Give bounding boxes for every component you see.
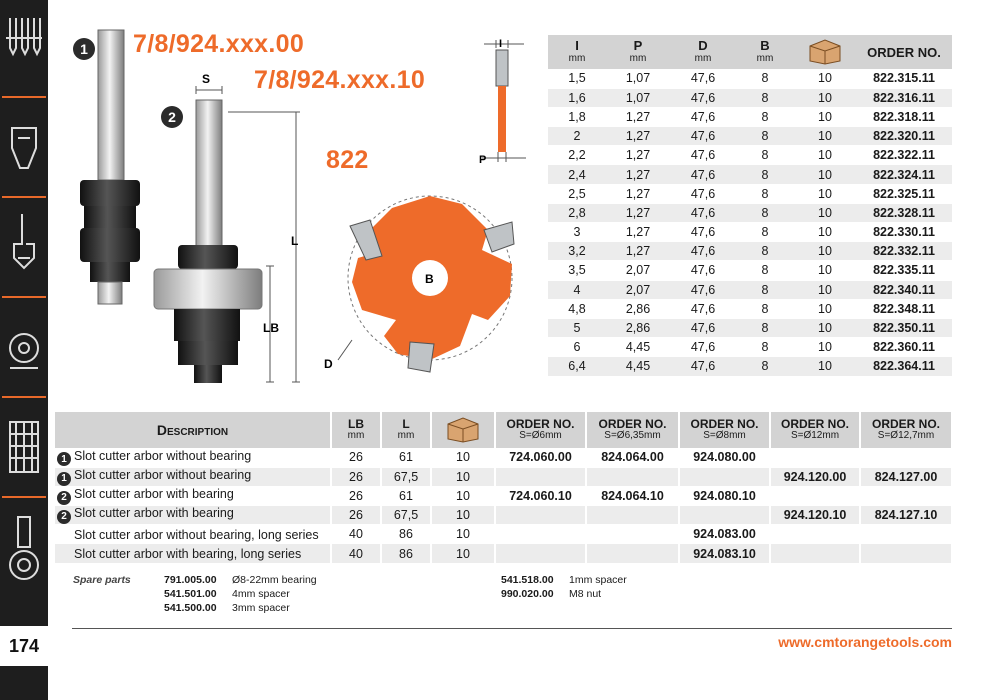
spec-cell: 1,6	[548, 88, 606, 107]
spec-cell: 8	[736, 69, 794, 88]
qty-cell: 10	[431, 448, 495, 467]
desc-header-order-12mm: ORDER NO. S=Ø12mm	[770, 412, 860, 448]
order-number-cell	[586, 525, 679, 544]
spec-cell: 2,07	[606, 261, 670, 280]
l-cell: 61	[381, 486, 431, 505]
bore-label-b: B	[425, 272, 434, 286]
drill-bit-icon[interactable]	[2, 100, 46, 198]
spec-cell: 1,27	[606, 203, 670, 222]
arbor-row	[55, 525, 952, 544]
order-number-cell	[770, 544, 860, 563]
spec-row	[548, 299, 952, 318]
product-code-1: 7/8/924.xxx.00	[133, 30, 305, 58]
desc-header-l: L mm	[381, 412, 431, 448]
order-number-cell: 924.080.10	[679, 486, 770, 505]
order-number-cell	[586, 506, 679, 525]
spare-part-code: 791.005.00	[164, 574, 217, 586]
spec-cell: 47,6	[670, 69, 736, 88]
cutter-spec-table	[548, 35, 952, 377]
spec-row	[548, 203, 952, 222]
qty-cell: 10	[431, 525, 495, 544]
order-number-cell	[495, 525, 586, 544]
arbor-row	[55, 467, 952, 486]
dim-label-lb: LB	[263, 321, 279, 335]
spec-cell: 4,45	[606, 357, 670, 376]
l-cell: 67,5	[381, 506, 431, 525]
description-cell	[55, 467, 331, 486]
spec-cell: 8	[736, 165, 794, 184]
dim-label-p: P	[479, 154, 487, 166]
order-number-cell	[770, 448, 860, 467]
spec-cell: 4,8	[548, 299, 606, 318]
spec-cell: 1,27	[606, 165, 670, 184]
order-number-cell	[586, 467, 679, 486]
spec-cell: 47,6	[670, 318, 736, 337]
box-icon	[808, 37, 842, 65]
spec-cell: 47,6	[670, 357, 736, 376]
spec-cell: 1,27	[606, 107, 670, 126]
spare-part-desc: Ø8-22mm bearing	[232, 574, 317, 586]
spec-cell: 2,2	[548, 146, 606, 165]
l-cell: 86	[381, 544, 431, 563]
spec-header-i: I mm	[548, 35, 606, 69]
spec-cell: 8	[736, 357, 794, 376]
order-number-cell: 822.335.11	[856, 261, 952, 280]
spec-cell: 47,6	[670, 107, 736, 126]
spec-cell: 1,27	[606, 223, 670, 242]
order-number-cell	[860, 448, 952, 467]
marker-badge: 2	[57, 510, 71, 524]
order-number-cell: 822.320.11	[856, 127, 952, 146]
spare-part-code: 541.518.00	[501, 574, 554, 586]
description-cell	[55, 486, 331, 505]
spec-header-b: B mm	[736, 35, 794, 69]
spec-cell: 47,6	[670, 146, 736, 165]
desc-header-order-635mm: ORDER NO. S=Ø6,35mm	[586, 412, 679, 448]
spec-cell: 8	[736, 242, 794, 261]
spec-cell: 8	[736, 203, 794, 222]
spec-cell: 8	[736, 318, 794, 337]
spec-cell: 8	[736, 107, 794, 126]
dim-label-s: S	[202, 72, 211, 86]
spec-row	[548, 127, 952, 146]
website-link[interactable]: www.cmtorangetools.com	[778, 634, 952, 650]
spare-part-desc: M8 nut	[569, 588, 602, 600]
spec-cell: 1,27	[606, 184, 670, 203]
order-number-cell	[495, 467, 586, 486]
spec-cell: 1,07	[606, 69, 670, 88]
spec-row	[548, 318, 952, 337]
order-number-cell: 822.364.11	[856, 357, 952, 376]
arbor-row	[55, 544, 952, 563]
spec-cell: 10	[794, 338, 856, 357]
spec-cell: 3	[548, 223, 606, 242]
order-number-cell	[860, 544, 952, 563]
spec-cell: 8	[736, 146, 794, 165]
order-number-cell	[495, 544, 586, 563]
spec-cell: 10	[794, 184, 856, 203]
order-number-cell	[586, 544, 679, 563]
spec-cell: 1,27	[606, 242, 670, 261]
spec-cell: 6	[548, 338, 606, 357]
description-text: Slot cutter arbor with bearing, long series	[74, 547, 302, 562]
spec-header-p: P mm	[606, 35, 670, 69]
spec-cell: 10	[794, 357, 856, 376]
description-cell	[55, 506, 331, 525]
spec-cell: 47,6	[670, 165, 736, 184]
spec-header-order: ORDER NO.	[856, 35, 952, 69]
spec-row	[548, 165, 952, 184]
footer-divider	[72, 628, 952, 629]
spec-row	[548, 357, 952, 376]
order-number-cell: 822.322.11	[856, 146, 952, 165]
page-number: 174	[0, 626, 48, 666]
spec-header-d: D mm	[670, 35, 736, 69]
spec-row	[548, 338, 952, 357]
marker-badge: 1	[57, 452, 71, 466]
spec-row	[548, 107, 952, 126]
desc-header-lb: LB mm	[331, 412, 381, 448]
qty-cell: 10	[431, 506, 495, 525]
order-number-cell: 924.083.10	[679, 544, 770, 563]
order-number-cell: 822.332.11	[856, 242, 952, 261]
order-number-cell: 724.060.00	[495, 448, 586, 467]
spec-cell: 3,5	[548, 261, 606, 280]
lb-cell: 40	[331, 544, 381, 563]
spec-row	[548, 261, 952, 280]
spec-cell: 8	[736, 184, 794, 203]
desc-header-qty	[431, 412, 495, 448]
order-number-cell: 822.324.11	[856, 165, 952, 184]
spare-part-item	[164, 573, 317, 587]
spec-cell: 47,6	[670, 338, 736, 357]
product-code-2: 7/8/924.xxx.10	[254, 66, 426, 94]
arbor-order-table	[55, 412, 953, 564]
boring-bit-icon[interactable]	[2, 200, 46, 298]
spec-cell: 10	[794, 88, 856, 107]
spec-row	[548, 184, 952, 203]
l-cell: 86	[381, 525, 431, 544]
l-cell: 61	[381, 448, 431, 467]
lb-cell: 26	[331, 486, 381, 505]
spare-part-item	[501, 573, 627, 587]
spec-cell: 10	[794, 280, 856, 299]
description-text: Slot cutter arbor without bearing	[74, 448, 252, 463]
spec-cell: 10	[794, 261, 856, 280]
power-tool-icon[interactable]	[2, 300, 46, 398]
arbor-drawings	[60, 20, 320, 400]
order-number-cell: 824.127.00	[860, 467, 952, 486]
order-number-cell: 824.064.10	[586, 486, 679, 505]
order-number-cell: 924.120.10	[770, 506, 860, 525]
spec-row	[548, 280, 952, 299]
spec-cell: 1,07	[606, 88, 670, 107]
order-number-cell: 822.325.11	[856, 184, 952, 203]
order-number-cell: 822.328.11	[856, 203, 952, 222]
lb-cell: 26	[331, 506, 381, 525]
spec-cell: 47,6	[670, 242, 736, 261]
dim-label-l: L	[291, 234, 299, 248]
spare-part-item	[501, 587, 627, 601]
marker-2-badge: 2	[161, 106, 183, 128]
order-number-cell	[679, 467, 770, 486]
bearing-icon[interactable]	[2, 500, 46, 598]
spec-cell: 10	[794, 69, 856, 88]
spare-part-desc: 4mm spacer	[232, 588, 290, 600]
spec-cell: 3,2	[548, 242, 606, 261]
desc-header-order-127mm: ORDER NO. S=Ø12,7mm	[860, 412, 952, 448]
order-number-cell: 822.315.11	[856, 69, 952, 88]
spec-cell: 10	[794, 299, 856, 318]
spec-cell: 47,6	[670, 299, 736, 318]
spec-row	[548, 88, 952, 107]
description-text: Slot cutter arbor with bearing	[74, 506, 234, 521]
spec-cell: 47,6	[670, 261, 736, 280]
spare-part-desc: 1mm spacer	[569, 574, 627, 586]
spec-cell: 2,86	[606, 318, 670, 337]
order-number-cell: 724.060.10	[495, 486, 586, 505]
spec-cell: 10	[794, 146, 856, 165]
spec-cell: 2,8	[548, 203, 606, 222]
lb-cell: 26	[331, 467, 381, 486]
spec-cell: 8	[736, 280, 794, 299]
desc-header-description: Description	[55, 412, 331, 448]
spec-row	[548, 242, 952, 261]
order-number-cell: 822.360.11	[856, 338, 952, 357]
spec-cell: 47,6	[670, 203, 736, 222]
spec-row	[548, 223, 952, 242]
spare-part-item	[164, 601, 317, 615]
spec-cell: 47,6	[670, 127, 736, 146]
spec-cell: 47,6	[670, 280, 736, 299]
order-number-cell	[495, 506, 586, 525]
order-number-cell	[860, 486, 952, 505]
spec-cell: 8	[736, 127, 794, 146]
qty-cell: 10	[431, 467, 495, 486]
marker-badge: 1	[57, 472, 71, 486]
slot-cutter-drawing	[312, 160, 542, 390]
order-number-cell: 822.340.11	[856, 280, 952, 299]
dim-label-i: I	[499, 38, 503, 50]
description-text: Slot cutter arbor without bearing	[74, 468, 252, 483]
category-sidebar	[0, 0, 48, 700]
box-icon	[446, 415, 480, 443]
spec-cell: 2,4	[548, 165, 606, 184]
order-number-cell: 822.348.11	[856, 299, 952, 318]
l-cell: 67,5	[381, 467, 431, 486]
spare-part-desc: 3mm spacer	[232, 602, 290, 614]
order-number-cell: 924.083.00	[679, 525, 770, 544]
spec-cell: 10	[794, 107, 856, 126]
spec-cell: 10	[794, 242, 856, 261]
tooth-profile-drawing	[474, 36, 534, 171]
order-number-cell: 824.127.10	[860, 506, 952, 525]
arbor-row	[55, 448, 952, 467]
order-number-cell: 924.120.00	[770, 467, 860, 486]
spec-cell: 6,4	[548, 357, 606, 376]
description-cell	[55, 544, 331, 563]
spec-cell: 1,8	[548, 107, 606, 126]
spec-cell: 10	[794, 203, 856, 222]
arbor-row	[55, 506, 952, 525]
spec-cell: 47,6	[670, 184, 736, 203]
order-number-cell	[679, 506, 770, 525]
spare-part-code: 990.020.00	[501, 588, 554, 600]
spare-part-code: 541.501.00	[164, 588, 217, 600]
spec-cell: 10	[794, 223, 856, 242]
spec-cell: 2	[548, 127, 606, 146]
order-number-cell: 822.350.11	[856, 318, 952, 337]
spec-cell: 10	[794, 318, 856, 337]
order-number-cell: 824.064.00	[586, 448, 679, 467]
order-number-cell: 924.080.00	[679, 448, 770, 467]
spec-header-qty	[794, 35, 856, 69]
spec-cell: 2,07	[606, 280, 670, 299]
spec-cell: 4	[548, 280, 606, 299]
spec-cell: 10	[794, 127, 856, 146]
cutter-code: 822	[326, 146, 369, 174]
order-number-cell: 822.318.11	[856, 107, 952, 126]
spec-cell: 2,5	[548, 184, 606, 203]
desc-header-row	[55, 412, 952, 448]
description-text: Slot cutter arbor with bearing	[74, 487, 234, 502]
order-number-cell	[770, 486, 860, 505]
router-bits-icon[interactable]	[2, 0, 46, 98]
lb-cell: 40	[331, 525, 381, 544]
description-cell	[55, 448, 331, 467]
spec-cell: 8	[736, 338, 794, 357]
lb-cell: 26	[331, 448, 381, 467]
description-text: Slot cutter arbor without bearing, long series	[74, 527, 319, 542]
spec-cell: 8	[736, 261, 794, 280]
display-stand-icon[interactable]	[2, 400, 46, 498]
marker-1-badge: 1	[73, 38, 95, 60]
spare-part-code: 541.500.00	[164, 602, 217, 614]
spec-cell: 8	[736, 223, 794, 242]
desc-header-order-8mm: ORDER NO. S=Ø8mm	[679, 412, 770, 448]
spare-parts-list-1	[164, 573, 317, 615]
spec-cell: 47,6	[670, 223, 736, 242]
order-number-cell: 822.330.11	[856, 223, 952, 242]
spec-header-row	[548, 35, 952, 69]
description-cell	[55, 525, 331, 544]
spare-part-item	[164, 587, 317, 601]
spec-row	[548, 146, 952, 165]
spec-cell: 10	[794, 165, 856, 184]
spec-cell: 5	[548, 318, 606, 337]
spec-cell: 2,86	[606, 299, 670, 318]
spare-parts-label: Spare parts	[73, 574, 131, 586]
arbor-with-bearing-drawing	[154, 100, 262, 383]
order-number-cell	[770, 525, 860, 544]
order-number-cell: 822.316.11	[856, 88, 952, 107]
qty-cell: 10	[431, 544, 495, 563]
order-number-cell	[860, 525, 952, 544]
dim-label-d: D	[324, 357, 333, 371]
spec-cell: 1,27	[606, 127, 670, 146]
arbor-without-bearing-drawing	[80, 30, 140, 304]
spec-cell: 8	[736, 299, 794, 318]
spec-row	[548, 69, 952, 88]
qty-cell: 10	[431, 486, 495, 505]
arbor-row	[55, 486, 952, 505]
spare-parts-list-2	[501, 573, 627, 601]
marker-badge: 2	[57, 491, 71, 505]
spec-cell: 8	[736, 88, 794, 107]
spec-cell: 4,45	[606, 338, 670, 357]
desc-header-order-6mm: ORDER NO. S=Ø6mm	[495, 412, 586, 448]
spec-cell: 47,6	[670, 88, 736, 107]
spec-cell: 1,27	[606, 146, 670, 165]
spec-cell: 1,5	[548, 69, 606, 88]
